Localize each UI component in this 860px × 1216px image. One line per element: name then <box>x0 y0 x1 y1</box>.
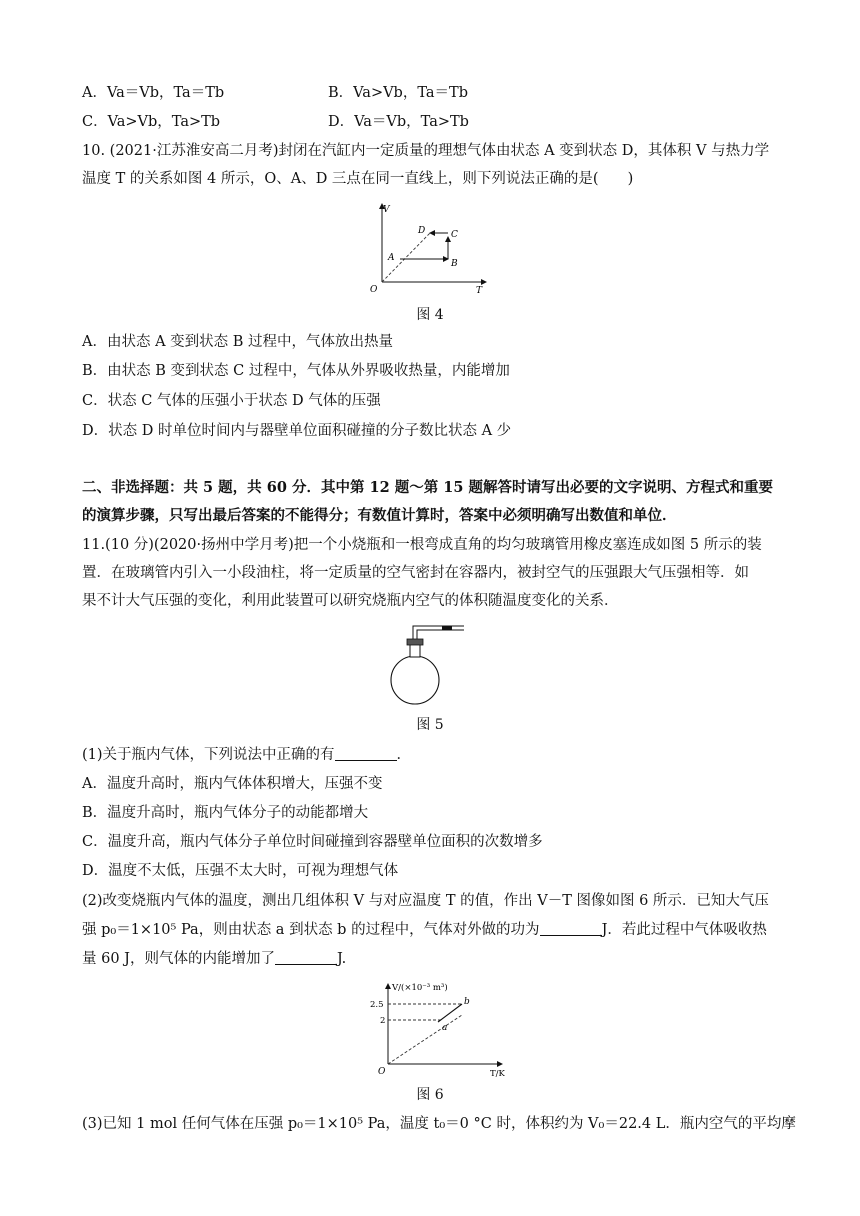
figure-6-caption: 图 6 <box>416 1087 444 1103</box>
q11-part1-end: ． <box>396 747 412 763</box>
q11-part2-line3-text: 量 60 J，则气体的内能增加了 <box>82 951 275 967</box>
answer-blank-2[interactable] <box>540 921 602 936</box>
fig6-label-o: O <box>378 1067 386 1077</box>
q9-option-d: D．Va＝Vb，Ta>Tb <box>328 114 469 130</box>
q9-options-row2 <box>82 112 778 132</box>
answer-blank-1[interactable] <box>335 746 397 761</box>
figure-4-vt-graph <box>360 198 500 296</box>
glass-tube-outer <box>413 626 464 639</box>
fig6-segment-a-b <box>438 1004 462 1022</box>
fig6-ylabel: V/(×10⁻³ m³) <box>392 983 448 993</box>
q11-part1 <box>82 745 778 765</box>
q9-options-row1 <box>82 83 778 103</box>
label-t: T <box>476 286 483 296</box>
figure-5-caption: 图 5 <box>416 717 444 733</box>
answer-blank-3[interactable] <box>275 950 337 965</box>
q11-part2-line2 <box>82 920 778 940</box>
figure-6-vt-graph <box>352 978 512 1078</box>
fig6-label-b: b <box>464 997 470 1007</box>
section2-heading-line2: 的演算步骤，只写出最后答案的不能得分；有数值计算时，答案中必须明确写出数值和单位． <box>82 507 677 524</box>
fig6-tick-2-5: 2.5 <box>370 1000 384 1010</box>
q10-option-a: A．由状态 A 变到状态 B 过程中，气体放出热量 <box>82 334 394 350</box>
q11-option-c: C．温度升高，瓶内气体分子单位时间碰撞到容器壁单位面积的次数增多 <box>82 834 543 850</box>
q11-part3: (3)已知 1 mol 任何气体在压强 p₀＝1×10⁵ Pa，温度 t₀＝0 °C 时，体积约为 V₀＝22.4 L．瓶内空气的平均摩 <box>82 1116 796 1132</box>
q10-option-b: B．由状态 B 变到状态 C 过程中，气体从外界吸收热量，内能增加 <box>82 363 510 379</box>
q9-option-a: A．Va＝Vb，Ta＝Tb <box>82 85 225 101</box>
rubber-stopper <box>407 639 423 645</box>
q11-part1-text: (1)关于瓶内气体，下列说法中正确的有 <box>82 747 335 763</box>
fig6-label-a: a <box>442 1023 448 1033</box>
q11-stem-line3: 果不计大气压强的变化，利用此装置可以研究烧瓶内空气的体积随温度变化的关系． <box>82 593 619 609</box>
q11-option-a: A．温度升高时，瓶内气体体积增大，压强不变 <box>82 776 383 792</box>
q10-stem-line1: 10. (2021·江苏淮安高二月考)封闭在汽缸内一定质量的理想气体由状态 A 变到状态 D，其体积 V 与热力学 <box>82 143 770 159</box>
q11-part2-line3-end: J. <box>336 951 347 967</box>
label-d: D <box>418 226 426 236</box>
q9-option-b: B．Va>Vb，Ta＝Tb <box>328 85 468 101</box>
section2-heading-line1: 二、非选择题：共 5 题，共 60 分．其中第 12 题～第 15 题解答时请写出必要的文字说明、方程式和重要 <box>82 479 774 496</box>
q11-option-b: B．温度升高时，瓶内气体分子的动能都增大 <box>82 805 369 821</box>
fig6-dashed-origin-line <box>388 1015 462 1064</box>
q11-part2-line2-text: 强 p₀＝1×10⁵ Pa，则由状态 a 到状态 b 的过程中，气体对外做的功为 <box>82 922 540 938</box>
label-b: B <box>451 259 458 269</box>
oil-column <box>442 626 452 630</box>
fig6-tick-2: 2 <box>380 1016 386 1026</box>
q10-stem-line2: 温度 T 的关系如图 4 所示，O、A、D 三点在同一直线上，则下列说法正确的是( ) <box>82 171 634 187</box>
label-a: A <box>388 253 395 263</box>
q11-part2-line2-end: J．若此过程中气体吸收热 <box>601 922 767 938</box>
label-c: C <box>451 230 458 240</box>
figure-5-flask-apparatus <box>380 618 470 710</box>
q10-option-c: C．状态 C 气体的压强小于状态 D 气体的压强 <box>82 393 381 409</box>
q10-option-d: D．状态 D 时单位时间内与器壁单位面积碰撞的分子数比状态 A 少 <box>82 423 512 439</box>
q11-option-d: D．温度不太低，压强不太大时，可视为理想气体 <box>82 863 399 879</box>
q11-part2-line3 <box>82 949 778 969</box>
q11-part2-line1: (2)改变烧瓶内气体的温度，测出几组体积 V 与对应温度 T 的值，作出 V－T 图像如图 6 所示．已知大气压 <box>82 893 769 909</box>
q9-option-c: C．Va>Vb，Ta>Tb <box>82 114 221 130</box>
fig6-xlabel: T/K <box>490 1069 505 1078</box>
flask-bulb <box>391 656 439 704</box>
label-o: O <box>370 285 378 295</box>
figure-4-caption: 图 4 <box>416 307 444 323</box>
q11-stem-line2: 置．在玻璃管内引入一小段油柱，将一定质量的空气密封在容器内，被封空气的压强跟大气压强相等．如 <box>82 565 749 581</box>
glass-tube-inner <box>417 630 464 639</box>
label-v: V <box>383 205 390 215</box>
q11-stem-line1: 11.(10 分)(2020·扬州中学月考)把一个小烧瓶和一根弯成直角的均匀玻璃管用橡皮塞连成如图 5 所示的装 <box>82 537 762 553</box>
